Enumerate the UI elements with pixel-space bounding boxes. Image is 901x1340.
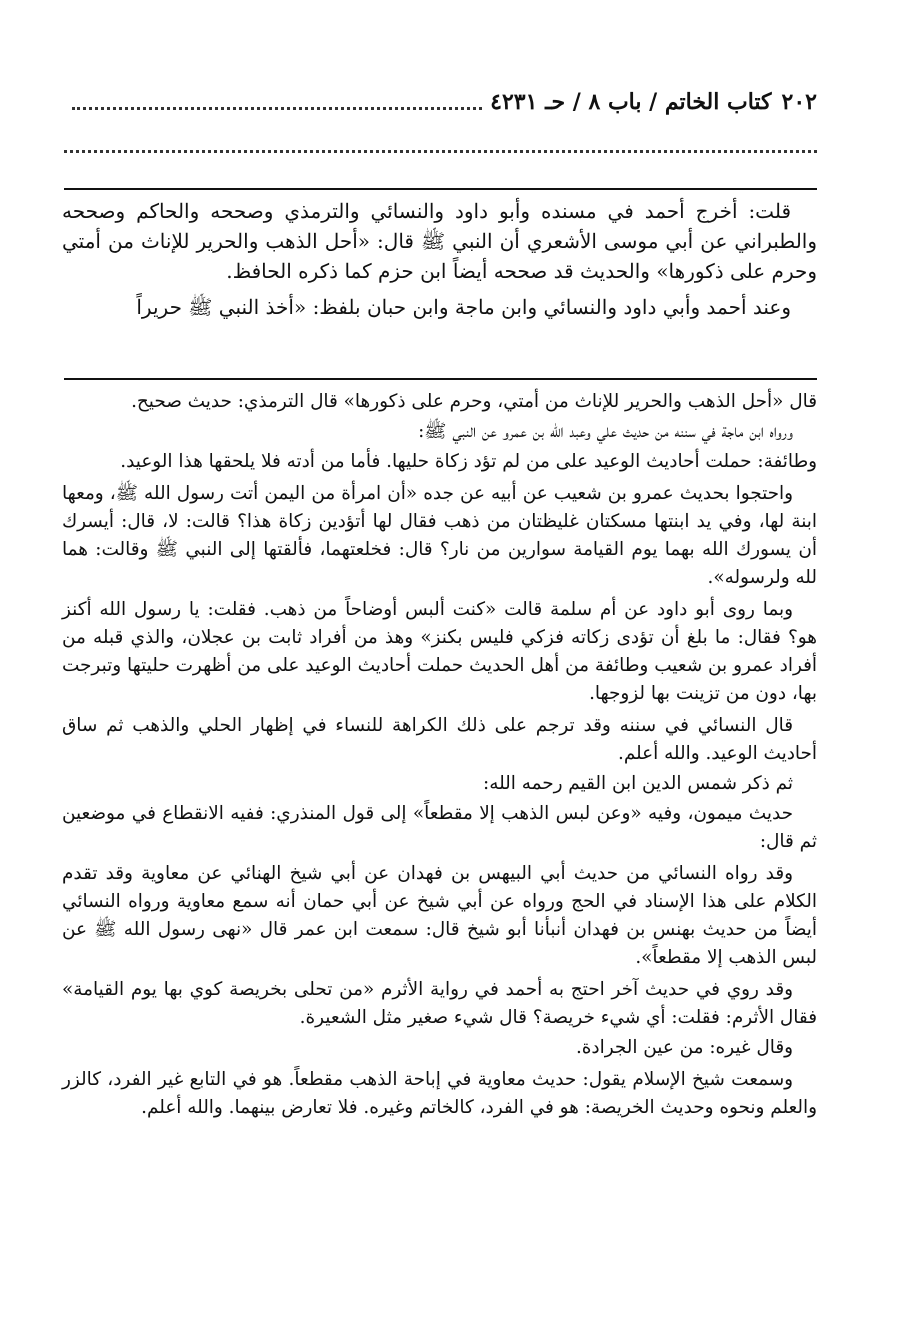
note-paragraph: ورواه ابن ماجة في سننه من حديث علي وعبد الله بن عمرو عن النبي ﷺ: xyxy=(418,421,793,442)
top-rule xyxy=(64,188,817,190)
main-paragraph: وعند أحمد وأبي داود والنسائي وابن ماجة وابن حبان بلفظ: «أخذ النبي ﷺ حريراً xyxy=(136,295,791,319)
note-paragraph: واحتجوا بحديث عمرو بن شعيب عن أبيه عن جده «أن امرأة من اليمن أتت رسول الله ﷺ، ومعها ابنة لها، وفي يد ابنتها مسكتان غليظتان من ذهب فقال لها أتؤدين زكاة هذا؟ قالت: لا، قال: أيسرك أن يسورك الله بهما يوم القيامة سوارين من نار؟ قال: فخلعتهما، فألقتها إلى النبي ﷺ وقالت: هما لله ولرسوله». xyxy=(62,483,817,588)
main-text xyxy=(62,196,817,328)
note-paragraph: وقال غيره: من عين الجرادة. xyxy=(575,1037,793,1058)
dotted-separator xyxy=(64,150,817,163)
note-paragraph: حديث ميمون، وفيه «وعن لبس الذهب إلا مقطعاً» إلى قول المنذري: ففيه الانقطاع في موضعين ثم قال: xyxy=(62,803,817,852)
note-paragraph: وطائفة: حملت أحاديث الوعيد على من لم تؤد زكاة حليها. فأما من أدته فلا يلحقها هذا الوعيد. xyxy=(120,451,817,472)
header-dot-leader xyxy=(72,95,482,110)
note-paragraph: قال «أحل الذهب والحرير للإناث من أمتي، وحرم على ذكورها» قال الترمذي: حديث صحيح. xyxy=(131,391,817,412)
note-paragraph: وسمعت شيخ الإسلام يقول: حديث معاوية في إباحة الذهب مقطعاً. هو في التابع غير الفرد، كالزر والعلم ونحوه وحديث الخريصة: هو في الفرد، كالخاتم وغيره. فلا تعارض بينهما. والله أعلم. xyxy=(62,1069,817,1118)
note-paragraph: وقد رواه النسائي من حديث أبي البيهس بن فهدان عن أبي شيخ الهنائي عن معاوية وقد تقدم الكلام على هذا الإسناد في الحج ورواه عن أبي شيخ عن أبي حمان أنه سمع معاوية ورواه النسائي أيضاً من حديث بهنس بن فهدان أنبأنا أبو شيخ قال: سمعت ابن عمر قال «نهى رسول الله ﷺ عن لبس الذهب إلا مقطعاً». xyxy=(62,863,817,968)
commentary-text xyxy=(62,388,817,1124)
note-paragraph: وبما روى أبو داود عن أم سلمة قالت «كنت ألبس أوضاحاً من ذهب. فقلت: يا رسول الله أكنز هو؟ فقال: ما بلغ أن تؤدى زكاته فزكي فليس بكنز» وهذ من أفراد ثابت بن عجلان، والذي قبله من أفراد عمرو بن شعيب وطائفة من أهل الحديث حملت أحاديث الوعيد على من أظهرت حليتها وتبرجت بها، دون من تزينت بها لزوجها. xyxy=(62,599,817,704)
main-paragraph: قلت: أخرج أحمد في مسنده وأبو داود والنسائي والترمذي وصححه والحاكم وصححه والطبراني عن أبي موسى الأشعري أن النبي ﷺ قال: «أحل الذهب والحرير للإناث من أمتي وحرم على ذكورها» والحديث قد صححه أيضاً ابن حزم كما ذكره الحافظ. xyxy=(62,199,817,283)
page-number: ٢٠٢ xyxy=(781,89,817,115)
running-header xyxy=(64,84,817,120)
note-paragraph: قال النسائي في سننه وقد ترجم على ذلك الكراهة للنساء في إظهار الحلي والذهب ثم ساق أحاديث الوعيد. والله أعلم. xyxy=(62,715,817,764)
header-title: كتاب الخاتم / باب ٨ / حـ ٤٢٣١ xyxy=(490,89,772,115)
note-paragraph: وقد روي في حديث آخر احتج به أحمد في رواية الأثرم «من تحلى بخريصة كوي بها يوم القيامة» فقال الأثرم: فقلت: أي شيء خريصة؟ قال شيء صغير مثل الشعيرة. xyxy=(62,979,817,1028)
footnote-rule xyxy=(64,378,817,380)
note-paragraph: ثم ذكر شمس الدين ابن القيم رحمه الله: xyxy=(483,773,793,794)
